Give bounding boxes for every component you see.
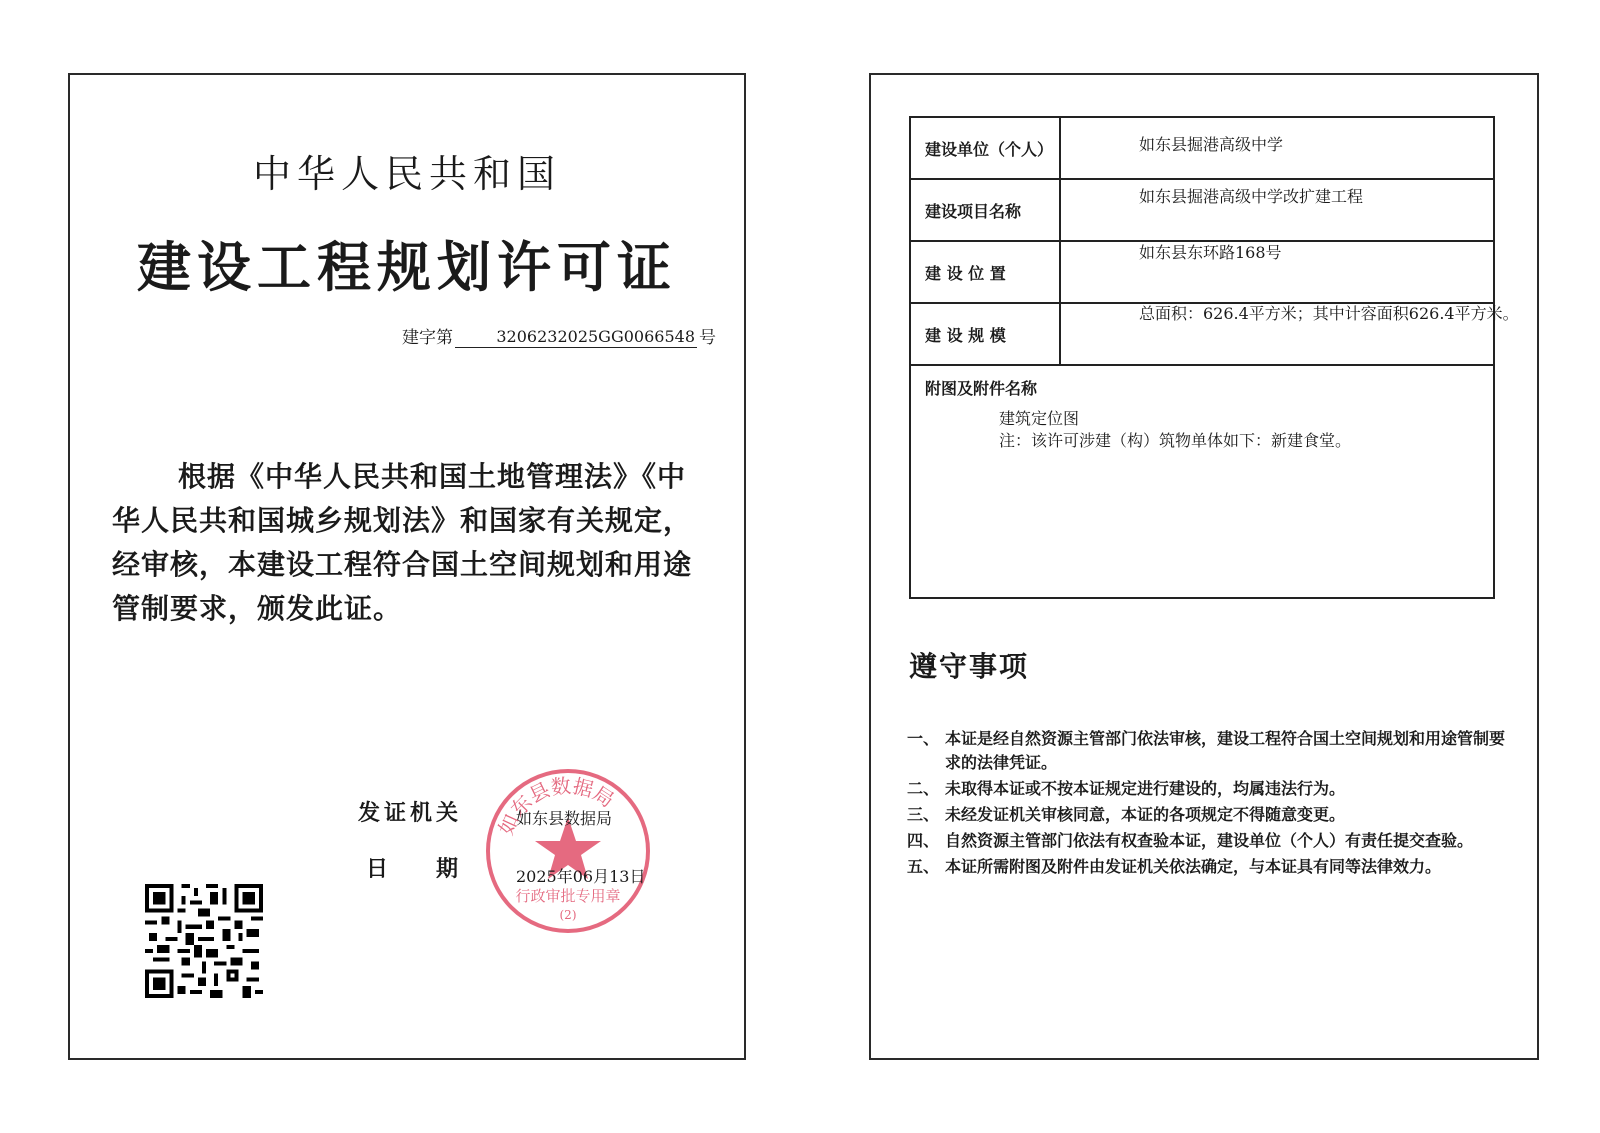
list-item [907,803,1507,827]
rule-number: 二、 [907,779,940,798]
country-name: 中华人民共和国 [252,152,561,196]
rule-text: 未经发证机关审核同意，本证的各项规定不得随意变更。 [945,805,1346,824]
attachments-label: 附图及附件名称 [925,379,1038,398]
issuer-value: 如东县数据局 [516,809,613,828]
issuer-label: 发证机关 [358,801,463,826]
svg-text:如东县数据局: 如东县数据局 [493,773,619,839]
row-value-unit: 如东县掘港高级中学 [1139,135,1284,154]
project-info-table [909,116,1519,599]
svg-text:(2): (2) [559,908,577,922]
rule-number: 三、 [907,805,940,824]
rule-number: 一、 [907,729,940,748]
certificate-number [402,323,716,348]
table-row [911,304,1519,366]
table-row [911,242,1493,304]
table-row [911,118,1493,180]
list-item [907,777,1507,801]
rule-text: 未取得本证或不按本证规定进行建设的，均属违法行为。 [945,779,1346,798]
qr-code [145,884,263,998]
row-value-location: 如东县东环路168号 [1139,243,1282,262]
rule-number: 四、 [907,831,940,850]
row-value-project-name: 如东县掘港高级中学改扩建工程 [1139,187,1364,206]
row-label-scale: 建 设 规 模 [911,304,1061,364]
table-row [911,180,1493,242]
svg-text:行政审批专用章: 行政审批专用章 [515,887,621,905]
rule-number: 五、 [907,857,940,876]
certificate-body-text: 根据《中华人民共和国土地管理法》《中华人民共和国城乡规划法》和国家有关规定，经审核，本建设工程符合国土空间规划和用途管制要求，颁发此证。 [112,460,693,625]
row-label-location: 建 设 位 置 [911,242,1061,302]
rule-text: 本证所需附图及附件由发证机关依法确定，与本证具有同等法律效力。 [945,857,1442,876]
rule-text: 自然资源主管部门依法有权查验本证，建设单位（个人）有责任提交查验。 [945,831,1474,850]
row-label-project-name: 建设项目名称 [911,180,1061,240]
row-value-scale: 总面积：626.4平方米；其中计容面积626.4平方米。 [1139,304,1519,323]
date-value: 2025年06月13日 [516,867,646,886]
certificate-title: 建设工程规划许可证 [137,236,677,299]
rules-list [907,727,1507,881]
certificate-number-prefix: 建字第 [402,328,453,348]
permit-back-page [869,73,1539,1060]
list-item [907,829,1507,853]
attachment-note: 注：该许可涉建（构）筑物单体如下：新建食堂。 [999,431,1352,450]
certificate-number-suffix: 号 [699,328,716,348]
rule-text: 本证是经自然资源主管部门依法审核，建设工程符合国土空间规划和用途管制要求的法律凭证。 [945,729,1506,772]
certificate-number-value: 3206232025GG0066548 [455,327,697,348]
row-label-unit: 建设单位（个人） [911,118,1061,178]
list-item [907,855,1507,879]
permit-front-page [68,73,746,1060]
date-label: 日期 [366,857,507,882]
rules-title: 遵守事项 [909,650,1030,683]
attachment-item: 建筑定位图 [999,409,1080,428]
list-item [907,727,1507,775]
official-seal [482,765,654,937]
